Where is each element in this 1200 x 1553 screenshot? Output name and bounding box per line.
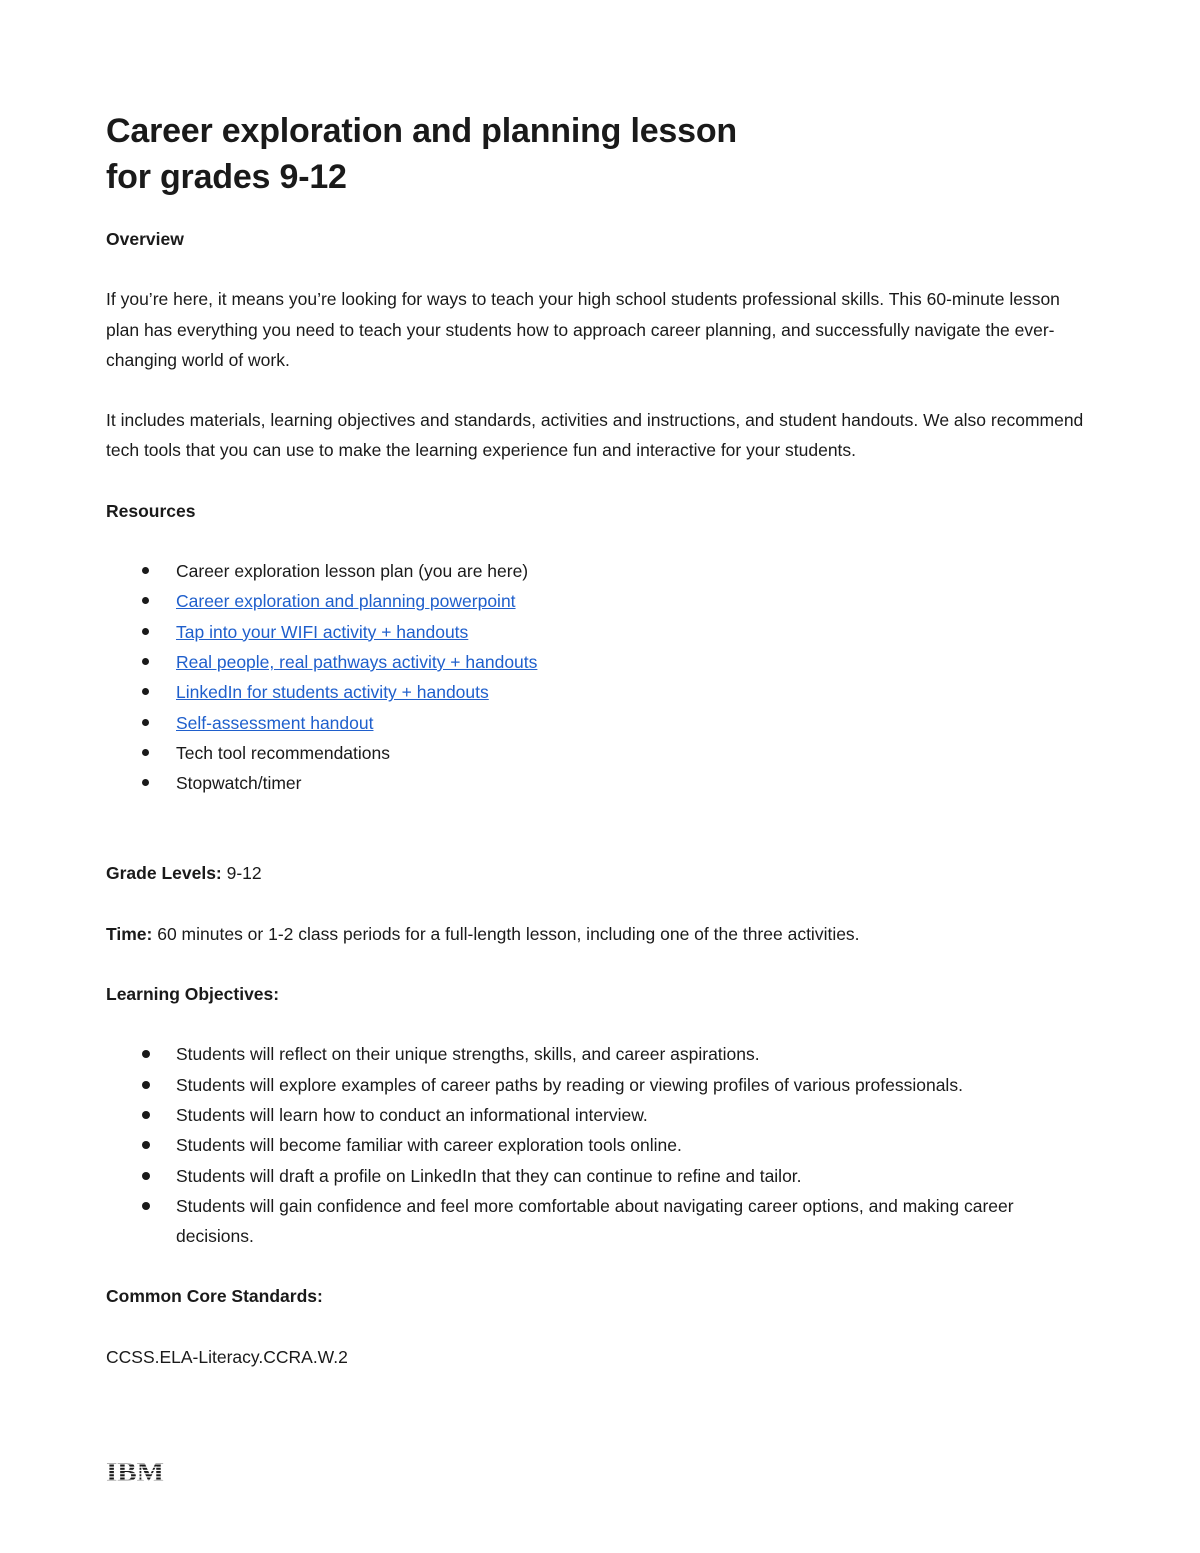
learning-objectives-list <box>106 1039 1096 1251</box>
document-content <box>106 108 1096 1372</box>
standards-heading: Common Core Standards: <box>106 1286 323 1307</box>
bullet-icon <box>142 749 149 756</box>
resource-item <box>106 556 1096 586</box>
title-line-1: Career exploration and planning lesson <box>106 112 737 150</box>
overview-paragraph-1: If you’re here, it means you’re looking for ways to teach your high school students professional skills. This 60-minute lesson plan has everything you need to teach your students how to approach career planning, and successfully navigate the ever-changing world of work. <box>106 289 1060 370</box>
resources-heading: Resources <box>106 500 196 521</box>
resource-item <box>106 586 1096 616</box>
resource-link-wifi-activity[interactable]: Tap into your WIFI activity + handouts <box>176 621 469 642</box>
resource-link-self-assessment[interactable]: Self-assessment handout <box>176 712 374 733</box>
objective-text: Students will gain confidence and feel more comfortable about navigating career options, and making career decisions. <box>176 1195 1014 1247</box>
resource-item <box>106 647 1096 677</box>
resource-item <box>106 617 1096 647</box>
resource-item <box>106 768 1096 798</box>
resources-list <box>106 556 1096 798</box>
page-title <box>106 108 1096 200</box>
ibm-logo <box>106 1458 164 1484</box>
objective-text: Students will draft a profile on LinkedIn that they can continue to refine and tailor. <box>176 1165 802 1186</box>
overview-paragraph-2: It includes materials, learning objectives and standards, activities and instructions, and student handouts. We also recommend tech tools that you can use to make the learning experience fun and interactive for your students. <box>106 410 1084 461</box>
ibm-logo-text: IBM <box>106 1458 164 1484</box>
time <box>106 919 1096 949</box>
bullet-icon <box>142 567 149 574</box>
objective-text: Students will learn how to conduct an informational interview. <box>176 1104 648 1125</box>
time-value: 60 minutes or 1-2 class periods for a full-length lesson, including one of the three activities. <box>152 923 860 944</box>
resource-item <box>106 708 1096 738</box>
overview-heading: Overview <box>106 229 184 249</box>
resource-link-linkedin[interactable]: LinkedIn for students activity + handouts <box>176 682 489 703</box>
resource-item <box>106 677 1096 707</box>
grade-levels-value: 9-12 <box>221 863 262 884</box>
bullet-icon <box>142 719 149 726</box>
bullet-icon <box>142 1141 150 1149</box>
bullet-icon <box>142 1050 150 1058</box>
resource-link-real-pathways[interactable]: Real people, real pathways activity + handouts <box>176 651 538 672</box>
time-label: Time: <box>106 923 153 944</box>
objective-text: Students will become familiar with career exploration tools online. <box>176 1135 682 1156</box>
bullet-icon <box>142 779 149 786</box>
objective-text: Students will explore examples of career paths by reading or viewing profiles of various professionals. <box>176 1074 963 1095</box>
bullet-icon <box>142 1172 150 1180</box>
bullet-icon <box>142 1202 150 1210</box>
learning-objectives-heading: Learning Objectives: <box>106 984 280 1005</box>
objective-item <box>106 1039 1096 1069</box>
bullet-icon <box>142 658 149 665</box>
objective-item <box>106 1191 1096 1252</box>
objective-item <box>106 1161 1096 1191</box>
title-line-2: for grades 9-12 <box>106 158 347 196</box>
resource-label: Tech tool recommendations <box>176 742 390 763</box>
resource-label: Career exploration lesson plan (you are here) <box>176 561 529 582</box>
grade-levels <box>106 858 1096 888</box>
bullet-icon <box>142 688 149 695</box>
resource-item <box>106 738 1096 768</box>
objective-item <box>106 1130 1096 1160</box>
bullet-icon <box>142 628 149 635</box>
bullet-icon <box>142 1081 150 1089</box>
bullet-icon <box>142 597 149 604</box>
objective-item <box>106 1070 1096 1100</box>
standards-value: CCSS.ELA-Literacy.CCRA.W.2 <box>106 1346 348 1367</box>
resource-label: Stopwatch/timer <box>176 773 302 794</box>
objective-text: Students will reflect on their unique strengths, skills, and career aspirations. <box>176 1044 760 1065</box>
objective-item <box>106 1100 1096 1130</box>
bullet-icon <box>142 1111 150 1119</box>
resource-link-powerpoint[interactable]: Career exploration and planning powerpoint <box>176 591 516 612</box>
grade-levels-label: Grade Levels: <box>106 863 222 884</box>
